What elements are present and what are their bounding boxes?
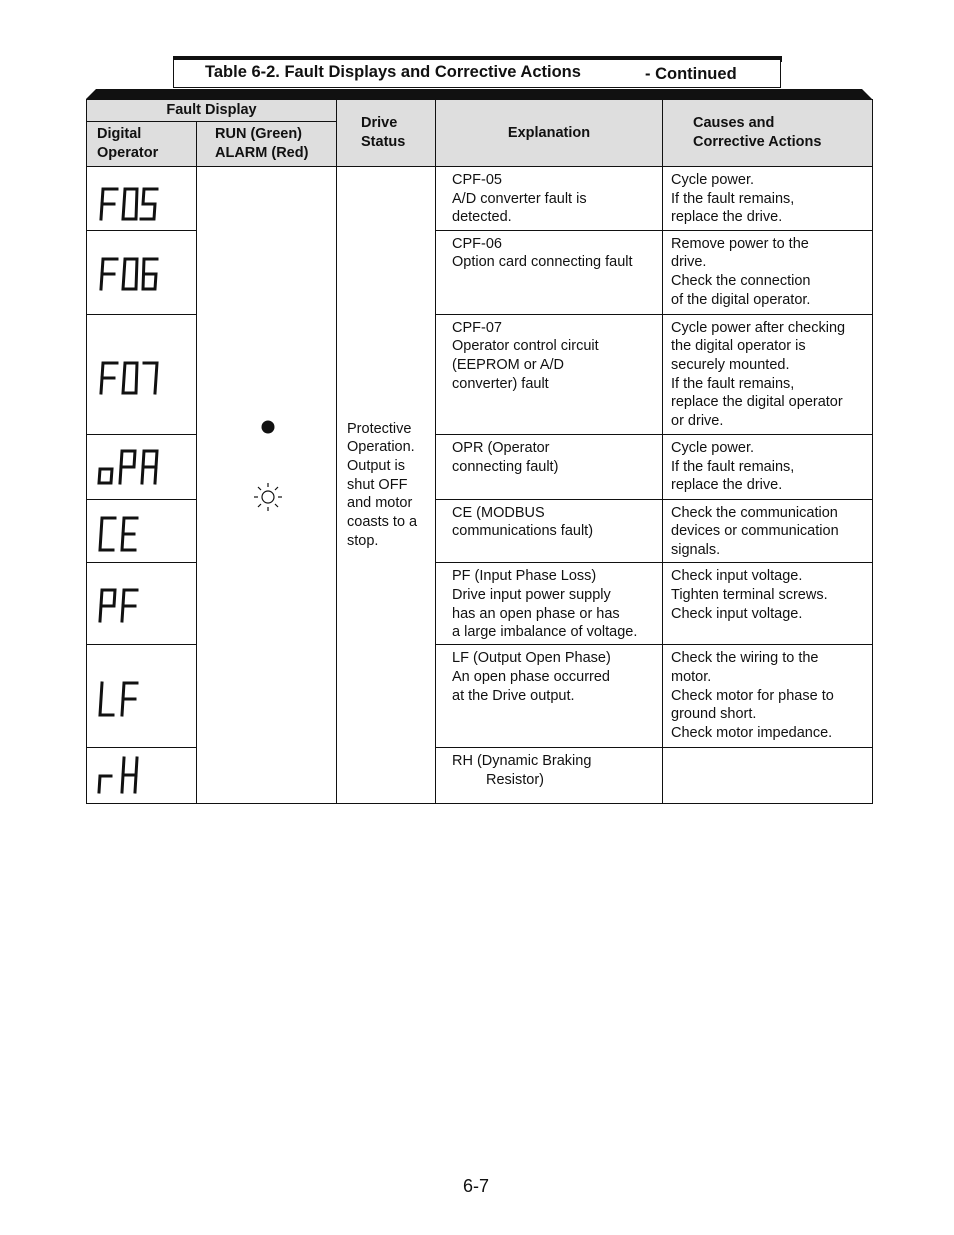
header-band	[86, 89, 872, 99]
causes-f06: Remove power to the drive. Check the connection of the digital operator.	[663, 230, 873, 314]
explanation-rh	[436, 748, 663, 804]
explanation-header: Explanation	[436, 100, 663, 167]
causes-rh	[663, 748, 873, 804]
operator-display-f06	[87, 230, 197, 314]
explanation-f06: CPF-06 Option card connecting fault	[436, 230, 663, 314]
explanation-ce: CE (MODBUS communications fault)	[436, 499, 663, 563]
explanation-rh-line2: Resistor)	[486, 772, 545, 789]
seven-segment-f05	[87, 167, 195, 229]
seven-segment-rh	[87, 748, 195, 800]
causes-f05: Cycle power. If the fault remains, replace the drive.	[663, 167, 873, 231]
run-led-steady-icon	[262, 421, 275, 434]
seven-segment-f07	[87, 315, 195, 431]
alarm-led-blinking-icon	[254, 483, 282, 511]
operator-display-ce	[87, 499, 197, 563]
causes-lf: Check the wiring to the motor. Check motor for phase to ground short. Check motor impedance.	[663, 645, 873, 748]
explanation-f07: CPF-07 Operator control circuit (EEPROM or A/D converter) fault	[436, 314, 663, 434]
explanation-opr: OPR (Operator connecting fault)	[436, 434, 663, 499]
run-alarm-header: RUN (Green) ALARM (Red)	[197, 122, 337, 167]
digital-operator-header: Digital Operator	[87, 122, 197, 167]
operator-display-f07	[87, 314, 197, 434]
table-title-continued: - Continued	[645, 65, 737, 83]
operator-display-f05	[87, 167, 197, 231]
drive-status-text: Protective Operation. Output is shut OFF and motor coasts to a stop.	[337, 167, 436, 804]
page-number: 6-7	[463, 1176, 490, 1196]
operator-display-pf	[87, 563, 197, 645]
operator-display-lf	[87, 645, 197, 748]
operator-display-rh	[87, 748, 197, 804]
run-alarm-indicators	[197, 167, 337, 804]
drive-status-header: Drive Status	[337, 100, 436, 167]
explanation-rh-line1: RH (Dynamic Braking	[452, 753, 592, 770]
seven-segment-opr	[87, 435, 195, 497]
fault-table	[86, 99, 873, 804]
fault-display-header: Fault Display	[87, 100, 337, 122]
seven-segment-f06	[87, 231, 195, 311]
operator-display-opr	[87, 434, 197, 499]
table-row	[87, 167, 873, 231]
causes-opr: Cycle power. If the fault remains, replace the drive.	[663, 434, 873, 499]
seven-segment-ce	[87, 500, 195, 562]
explanation-lf: LF (Output Open Phase) An open phase occurred at the Drive output.	[436, 645, 663, 748]
causes-pf: Check input voltage. Tighten terminal screws. Check input voltage.	[663, 563, 873, 645]
causes-ce: Check the communication devices or communication signals.	[663, 499, 873, 563]
causes-f07: Cycle power after checking the digital operator is securely mounted. If the fault remains, replace the digital operator or drive.	[663, 314, 873, 434]
explanation-pf: PF (Input Phase Loss) Drive input power supply has an open phase or has a large imbalance of voltage.	[436, 563, 663, 645]
seven-segment-pf	[87, 563, 195, 641]
table-title: Table 6-2. Fault Displays and Corrective Actions	[205, 63, 581, 81]
causes-header: Causes and Corrective Actions	[663, 100, 873, 167]
explanation-f05: CPF-05 A/D converter fault is detected.	[436, 167, 663, 231]
seven-segment-lf	[87, 645, 195, 745]
